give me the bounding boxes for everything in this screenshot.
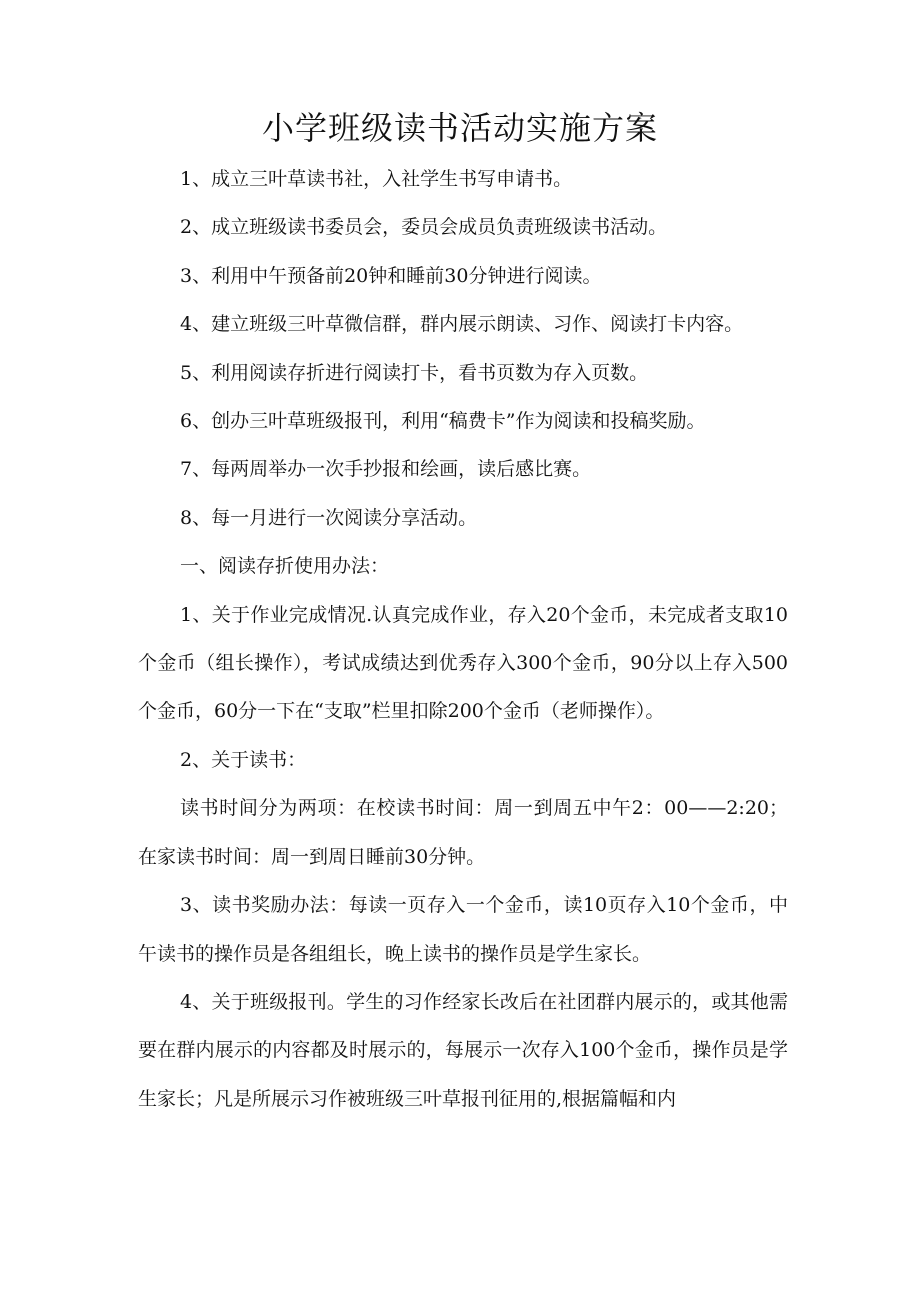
paragraph-class-newspaper: 4、关于班级报刊。学生的习作经家长改后在社团群内展示的，或其他需要在群内展示的内容都及时展示的，每展示一次存入100个金币，操作员是学生家长；凡是所展示习作被班级三叶草报刊征用的,根据篇幅和内 <box>138 990 788 1110</box>
paragraph-reading-time: 读书时间分为两项：在校读书时间：周一到周五中午2：00——2:20；在家读书时间：周一到周日睡前30分钟。 <box>138 797 788 868</box>
paragraph-5: 5、利用阅读存折进行阅读打卡，看书页数为存入页数。 <box>180 361 649 384</box>
paragraph-6: 6、创办三叶草班级报刊，利用“稿费卡”作为阅读和投稿奖励。 <box>180 410 706 433</box>
paragraph-reading-reward: 3、读书奖励办法：每读一页存入一个金币，读10页存入10个金币，中午读书的操作员是各组组长，晚上读书的操作员是学生家长。 <box>138 894 788 965</box>
document-title: 小学班级读书活动实施方案 <box>261 109 658 147</box>
paragraph-8: 8、每一月进行一次阅读分享活动。 <box>180 506 478 529</box>
paragraph-reading-heading: 2、关于读书： <box>180 748 307 771</box>
paragraph-1: 1、成立三叶草读书社，入社学生书写申请书。 <box>180 168 573 190</box>
paragraph-4: 4、建立班级三叶草微信群，群内展示朗读、习作、阅读打卡内容。 <box>180 313 744 336</box>
paragraph-2: 2、成立班级读书委员会，委员会成员负责班级读书活动。 <box>180 216 668 239</box>
paragraph-3: 3、利用中午预备前20钟和睡前30分钟进行阅读。 <box>180 264 602 287</box>
document-body <box>138 155 788 1123</box>
section-heading-passbook: 一、阅读存折使用办法： <box>180 555 390 578</box>
paragraph-homework-rules: 1、关于作业完成情况.认真完成作业，存入20个金币，未完成者支取10个金币（组长操作），考试成绩达到优秀存入300个金币，90分以上存入500个金币，60分一下在“支取”栏里扣除200个金币（老师操作）。 <box>138 603 788 723</box>
paragraph-7: 7、每两周举办一次手抄报和绘画，读后感比赛。 <box>180 458 592 481</box>
